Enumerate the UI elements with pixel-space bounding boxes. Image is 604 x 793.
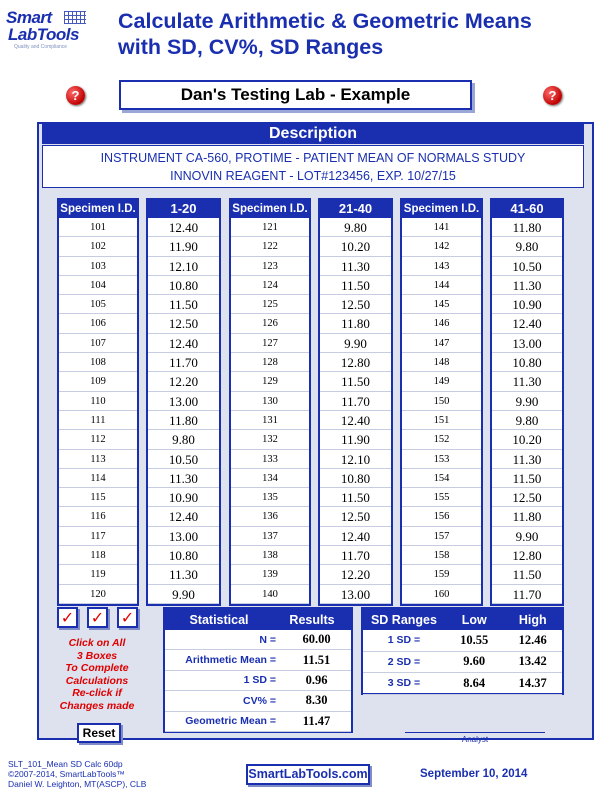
- result-value-cell[interactable]: 11.80: [492, 507, 562, 526]
- range-header-21-40: 21-40: [320, 200, 391, 218]
- sd-range-high-value: 12.46: [518, 632, 547, 647]
- specimen-id-cell: 143: [402, 257, 481, 276]
- statistical-results-header: [165, 609, 351, 630]
- result-value-cell[interactable]: 10.80: [320, 469, 391, 488]
- result-value-cell[interactable]: 12.80: [492, 546, 562, 565]
- value-column-2: [318, 198, 393, 606]
- result-value-cell[interactable]: 9.90: [492, 527, 562, 546]
- sd-range-low-value: 9.60: [463, 654, 486, 669]
- result-value-cell[interactable]: 12.20: [320, 565, 391, 584]
- specimen-id-cell: 136: [231, 507, 309, 526]
- analyst-signature-line[interactable]: [405, 732, 545, 733]
- specimen-id-cell: 101: [59, 218, 137, 237]
- specimen-id-cell: 131: [231, 411, 309, 430]
- specimen-id-cell: 149: [402, 372, 481, 391]
- specimen-id-cell: 115: [59, 488, 137, 507]
- result-value-cell[interactable]: 11.90: [320, 430, 391, 449]
- result-value-cell[interactable]: 11.30: [320, 257, 391, 276]
- specimen-id-cell: 118: [59, 546, 137, 565]
- calculation-instructions: [49, 637, 145, 712]
- calc-checkbox-3[interactable]: ✓: [117, 607, 138, 628]
- specimen-id-column-1: [57, 198, 139, 606]
- result-value-cell[interactable]: 11.30: [492, 276, 562, 295]
- specimen-id-cell: 156: [402, 507, 481, 526]
- description-header: Description: [42, 124, 584, 144]
- result-value-cell[interactable]: 9.80: [492, 411, 562, 430]
- result-value-cell[interactable]: 11.50: [148, 295, 219, 314]
- logo-text-smart: Smart: [6, 8, 52, 27]
- specimen-id-cell: 140: [231, 585, 309, 604]
- statistic-row: [165, 712, 351, 732]
- specimen-id-cell: 123: [231, 257, 309, 276]
- result-value-cell[interactable]: 9.90: [148, 585, 219, 604]
- specimen-id-cell: 124: [231, 276, 309, 295]
- logo-text-labtools: LabTools: [8, 25, 79, 44]
- description-line-1: INSTRUMENT CA-560, PROTIME - PATIENT MEAN OF NORMALS STUDY: [100, 151, 526, 165]
- result-value-cell[interactable]: 11.30: [148, 469, 219, 488]
- statistic-row: [165, 630, 351, 650]
- specimen-id-cell: 121: [231, 218, 309, 237]
- specimen-id-cell: 125: [231, 295, 309, 314]
- result-value-cell[interactable]: 12.50: [320, 507, 391, 526]
- specimen-id-cell: 137: [231, 527, 309, 546]
- specimen-id-cell: 102: [59, 237, 137, 256]
- instruction-line: Click on All: [68, 637, 126, 649]
- description-field[interactable]: [42, 145, 584, 188]
- statistical-results-table: [163, 607, 353, 733]
- statistic-row: [165, 650, 351, 670]
- specimen-id-cell: 107: [59, 334, 137, 353]
- result-value-cell[interactable]: 12.10: [148, 257, 219, 276]
- result-value-cell[interactable]: 11.70: [492, 585, 562, 604]
- result-value-cell[interactable]: 11.50: [492, 469, 562, 488]
- result-value-cell[interactable]: 10.80: [492, 353, 562, 372]
- result-value-cell[interactable]: 11.30: [148, 565, 219, 584]
- sd-range-row: [363, 652, 562, 674]
- title-line-1: Calculate Arithmetic & Geometric Means: [118, 9, 532, 33]
- specimen-id-header: Specimen I.D.: [59, 200, 137, 218]
- calc-checkbox-2[interactable]: ✓: [87, 607, 108, 628]
- statistic-label: N =: [259, 633, 276, 646]
- result-value-cell[interactable]: 12.40: [320, 527, 391, 546]
- specimen-id-column-2: [229, 198, 311, 606]
- result-value-cell[interactable]: 9.80: [148, 430, 219, 449]
- specimen-id-cell: 151: [402, 411, 481, 430]
- specimen-id-cell: 108: [59, 353, 137, 372]
- specimen-id-cell: 147: [402, 334, 481, 353]
- logo-tagline: Quality and Compliance: [14, 44, 68, 50]
- result-value-cell[interactable]: 9.90: [492, 392, 562, 411]
- sd-range-label: 1 SD =: [387, 634, 421, 647]
- result-value-cell[interactable]: 11.30: [492, 450, 562, 469]
- instruction-line: Calculations: [65, 674, 129, 687]
- specimen-id-cell: 152: [402, 430, 481, 449]
- specimen-id-cell: 141: [402, 218, 481, 237]
- statistic-value: 60.00: [302, 632, 331, 647]
- specimen-id-cell: 127: [231, 334, 309, 353]
- result-value-cell[interactable]: 10.80: [148, 276, 219, 295]
- specimen-id-cell: 144: [402, 276, 481, 295]
- result-value-cell[interactable]: 11.80: [320, 314, 391, 333]
- specimen-id-cell: 119: [59, 565, 137, 584]
- result-value-cell[interactable]: 12.40: [148, 218, 219, 237]
- smartlabtools-link[interactable]: SmartLabTools.com: [246, 764, 370, 785]
- smartlabtools-logo: [6, 8, 88, 50]
- range-header-41-60: 41-60: [492, 200, 562, 218]
- result-value-cell[interactable]: 12.80: [320, 353, 391, 372]
- lab-name-field[interactable]: Dan's Testing Lab - Example: [119, 80, 472, 110]
- sd-range-high-value: 14.37: [518, 675, 547, 690]
- result-value-cell[interactable]: 10.90: [148, 488, 219, 507]
- result-value-cell[interactable]: 13.00: [148, 392, 219, 411]
- result-value-cell[interactable]: 10.80: [148, 546, 219, 565]
- specimen-id-cell: 159: [402, 565, 481, 584]
- footer-author: Daniel W. Leighton, MT(ASCP), CLB: [8, 779, 147, 789]
- result-value-cell[interactable]: 12.40: [148, 507, 219, 526]
- result-value-cell[interactable]: 9.90: [320, 334, 391, 353]
- result-value-cell[interactable]: 10.90: [492, 295, 562, 314]
- result-value-cell[interactable]: 13.00: [320, 585, 391, 604]
- sd-range-label: 2 SD =: [387, 655, 421, 668]
- specimen-id-cell: 142: [402, 237, 481, 256]
- result-value-cell[interactable]: 10.20: [320, 237, 391, 256]
- sd-ranges-table: [361, 607, 564, 695]
- report-date: September 10, 2014: [420, 768, 528, 780]
- result-value-cell[interactable]: 9.80: [492, 237, 562, 256]
- specimen-id-cell: 104: [59, 276, 137, 295]
- result-value-cell[interactable]: 11.50: [320, 276, 391, 295]
- result-value-cell[interactable]: 12.40: [320, 411, 391, 430]
- statistic-label: 1 SD =: [243, 674, 276, 687]
- specimen-id-cell: 154: [402, 469, 481, 488]
- result-value-cell[interactable]: 11.90: [148, 237, 219, 256]
- specimen-id-header: Specimen I.D.: [402, 200, 481, 218]
- specimen-id-header: Specimen I.D.: [231, 200, 309, 218]
- analyst-label: Analyst: [461, 735, 489, 744]
- specimen-id-cell: 114: [59, 469, 137, 488]
- sd-range-label: 3 SD =: [387, 677, 421, 690]
- low-header-label: Low: [461, 612, 487, 627]
- specimen-id-cell: 112: [59, 430, 137, 449]
- specimen-id-cell: 120: [59, 585, 137, 604]
- result-value-cell[interactable]: 11.80: [492, 218, 562, 237]
- statistic-row: [165, 671, 351, 691]
- statistic-label: Geometric Mean =: [185, 715, 276, 728]
- value-column-3: [490, 198, 564, 606]
- specimen-id-cell: 139: [231, 565, 309, 584]
- high-header-label: High: [518, 612, 547, 627]
- specimen-id-cell: 116: [59, 507, 137, 526]
- specimen-id-cell: 128: [231, 353, 309, 372]
- specimen-id-cell: 103: [59, 257, 137, 276]
- specimen-id-cell: 126: [231, 314, 309, 333]
- sd-range-low-value: 10.55: [460, 632, 489, 647]
- statistic-value: 11.51: [302, 652, 331, 667]
- result-value-cell[interactable]: 13.00: [492, 334, 562, 353]
- instruction-line: 3 Boxes: [76, 649, 118, 662]
- help-left-icon[interactable]: ?: [66, 86, 85, 105]
- range-header-1-20: 1-20: [148, 200, 219, 218]
- results-header-label: Results: [289, 612, 335, 627]
- result-value-cell[interactable]: 13.00: [148, 527, 219, 546]
- result-value-cell[interactable]: 11.80: [148, 411, 219, 430]
- statistic-label: Arithmetic Mean =: [185, 654, 276, 667]
- statistic-value: 8.30: [305, 693, 328, 708]
- result-value-cell[interactable]: 12.50: [492, 488, 562, 507]
- result-value-cell[interactable]: 12.40: [148, 334, 219, 353]
- result-value-cell[interactable]: 12.50: [148, 314, 219, 333]
- result-value-cell[interactable]: 10.50: [148, 450, 219, 469]
- result-value-cell[interactable]: 11.50: [320, 372, 391, 391]
- page-title: [118, 8, 588, 60]
- logo-grid-icon: [64, 11, 86, 24]
- sd-ranges-header-label: SD Ranges: [370, 612, 437, 627]
- specimen-id-cell: 146: [402, 314, 481, 333]
- specimen-id-cell: 150: [402, 392, 481, 411]
- statistic-row: [165, 691, 351, 711]
- result-value-cell[interactable]: 12.20: [148, 372, 219, 391]
- value-column-1: [146, 198, 221, 606]
- specimen-id-cell: 132: [231, 430, 309, 449]
- sd-ranges-header: [363, 609, 562, 630]
- title-line-2: with SD, CV%, SD Ranges: [118, 35, 384, 59]
- result-value-cell[interactable]: 12.10: [320, 450, 391, 469]
- specimen-id-cell: 148: [402, 353, 481, 372]
- result-value-cell[interactable]: 9.80: [320, 218, 391, 237]
- sd-range-row: [363, 673, 562, 695]
- specimen-id-cell: 111: [59, 411, 137, 430]
- specimen-id-cell: 134: [231, 469, 309, 488]
- sd-range-low-value: 8.64: [463, 675, 486, 690]
- specimen-id-cell: 145: [402, 295, 481, 314]
- footer-doc-id: SLT_101_Mean SD Calc 60dp: [8, 759, 123, 769]
- specimen-id-cell: 157: [402, 527, 481, 546]
- specimen-id-cell: 110: [59, 392, 137, 411]
- specimen-id-cell: 138: [231, 546, 309, 565]
- specimen-id-cell: 130: [231, 392, 309, 411]
- sd-range-row: [363, 630, 562, 652]
- result-value-cell[interactable]: 12.40: [492, 314, 562, 333]
- result-value-cell[interactable]: 10.50: [492, 257, 562, 276]
- result-value-cell[interactable]: 11.30: [492, 372, 562, 391]
- specimen-id-cell: 135: [231, 488, 309, 507]
- result-value-cell[interactable]: 11.70: [320, 546, 391, 565]
- reset-button[interactable]: Reset: [77, 723, 121, 743]
- specimen-id-cell: 133: [231, 450, 309, 469]
- result-value-cell[interactable]: 11.50: [320, 488, 391, 507]
- result-value-cell[interactable]: 11.50: [492, 565, 562, 584]
- specimen-id-cell: 109: [59, 372, 137, 391]
- specimen-id-cell: 122: [231, 237, 309, 256]
- specimen-id-cell: 105: [59, 295, 137, 314]
- statistic-label: CV% =: [243, 694, 276, 707]
- result-value-cell[interactable]: 10.20: [492, 430, 562, 449]
- statistical-header-label: Statistical: [189, 612, 249, 627]
- sd-range-high-value: 13.42: [518, 654, 547, 669]
- help-right-icon[interactable]: ?: [543, 86, 562, 105]
- specimen-id-cell: 153: [402, 450, 481, 469]
- description-line-2: INNOVIN REAGENT - LOT#123456, EXP. 10/27/15: [170, 169, 456, 183]
- specimen-id-cell: 129: [231, 372, 309, 391]
- specimen-id-cell: 160: [402, 585, 481, 604]
- specimen-id-cell: 117: [59, 527, 137, 546]
- footer-copyright: ©2007-2014, SmartLabTools™: [8, 769, 125, 779]
- specimen-id-column-3: [400, 198, 483, 606]
- instruction-line: Re-click if: [72, 687, 122, 699]
- specimen-id-cell: 158: [402, 546, 481, 565]
- result-value-cell[interactable]: 12.50: [320, 295, 391, 314]
- result-value-cell[interactable]: 11.70: [320, 392, 391, 411]
- calc-checkbox-1[interactable]: ✓: [57, 607, 78, 628]
- specimen-id-cell: 113: [59, 450, 137, 469]
- specimen-id-cell: 106: [59, 314, 137, 333]
- result-value-cell[interactable]: 11.70: [148, 353, 219, 372]
- statistic-value: 11.47: [302, 713, 331, 728]
- specimen-id-cell: 155: [402, 488, 481, 507]
- statistic-value: 0.96: [305, 672, 328, 687]
- instruction-line: To Complete: [65, 662, 129, 674]
- instruction-line: Changes made: [59, 699, 135, 712]
